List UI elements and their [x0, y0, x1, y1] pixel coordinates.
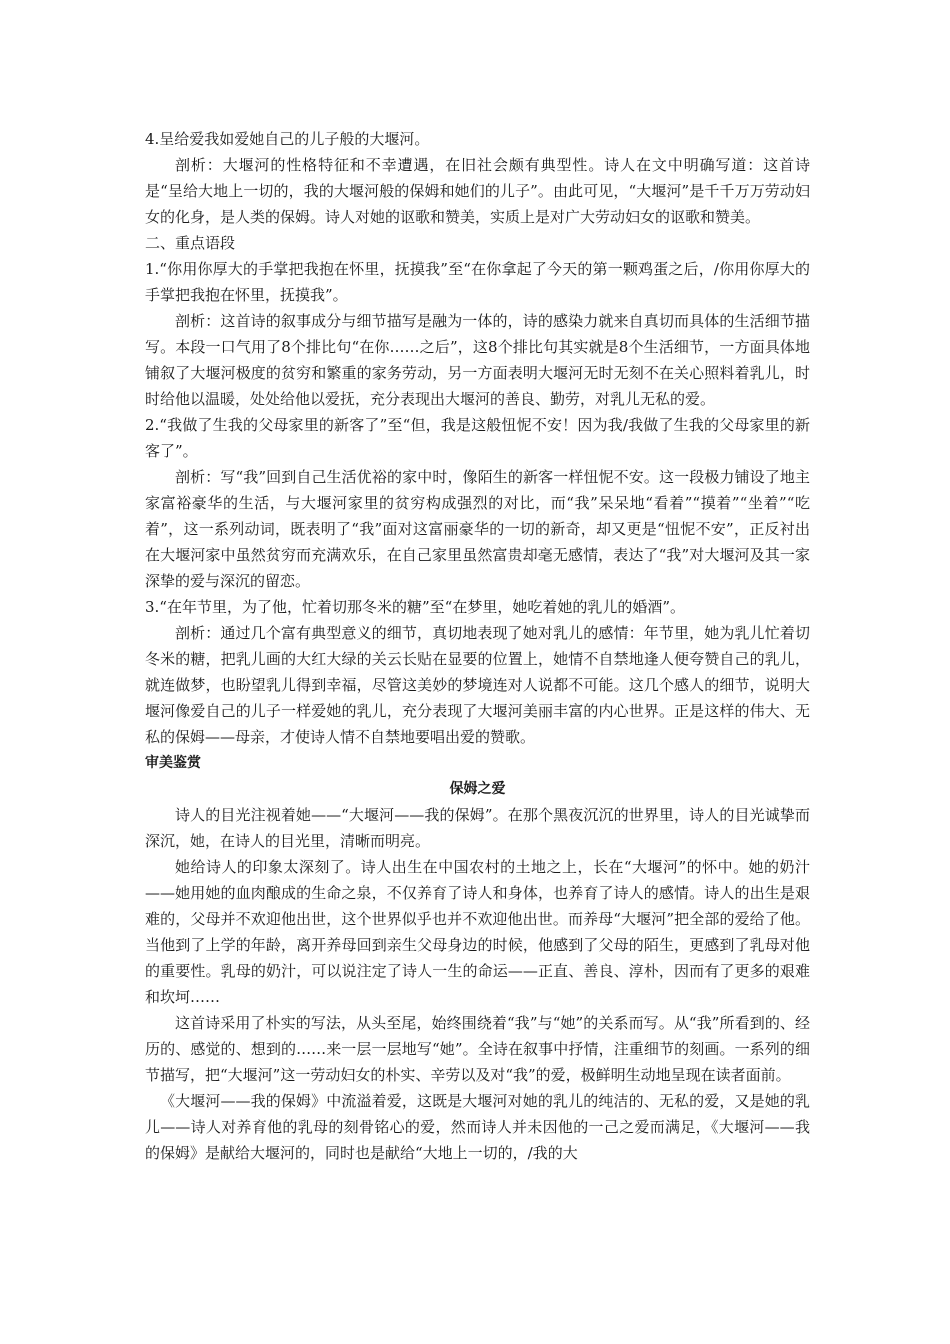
body-paragraph: 这首诗采用了朴实的写法，从头至尾，始终围绕着“我”与“她”的关系而写。从“我”所看到的、经历的、感觉的、想到的……来一层一层地写“她”。全诗在叙事中抒情，注重细节的刻画。一系列的细节描写，把“大堰河”这一劳动妇女的朴实、辛劳以及对“我”的爱，极鲜明生动地呈现在读者面前。 — [145, 1014, 810, 1084]
body-paragraph: 《大堰河——我的保姆》中流溢着爱，这既是大堰河对她的乳儿的纯洁的、无私的爱，又是她的乳儿——诗人对养育他的乳母的刻骨铭心的爱，然而诗人并未因他的一己之爱而满足，《大堰河——我的保姆》是献给大堰河的，同时也是献给“大地上一切的，/我的大 — [145, 1092, 810, 1162]
body-paragraph: 她给诗人的印象太深刻了。诗人出生在中国农村的土地之上，长在“大堰河”的怀中。她的奶汁——她用她的血肉酿成的生命之泉，不仅养育了诗人和身体，也养育了诗人的感情。诗人的出生是艰难的，父母并不欢迎他出世，这个世界似乎也并不欢迎他出世。而养母“大堰河”把全部的爱给了他。当他到了上学的年龄，离开养母回到亲生父母身边的时候，他感到了父母的陌生，更感到了乳母对他的重要性。乳母的奶汁，可以说注定了诗人一生的命运——正直、善良、淳朴，因而有了更多的艰难和坎坷…… — [145, 858, 810, 1006]
article-title: 保姆之爱 — [449, 781, 506, 797]
analysis-paragraph: 剖析：写“我”回到自己生活优裕的家中时，像陌生的新客一样忸怩不安。这一段极力铺设了地主家富裕豪华的生活，与大堰河家里的贫穷构成强烈的对比，而“我”呆呆地“看着”“摸着”“坐着”“吃着”，这一系列动词，既表明了“我”面对这富丽豪华的一切的新奇，却又更是“忸怩不安”，正反衬出在大堰河家中虽然贫穷而充满欢乐，在自己家里虽然富贵却毫无感情，表达了“我”对大堰河及其一家深挚的爱与深沉的留恋。 — [145, 468, 810, 590]
document-page — [145, 126, 810, 1166]
analysis-paragraph: 剖析：大堰河的性格特征和不幸遭遇，在旧社会颇有典型性。诗人在文中明确写道：这首诗是“呈给大地上一切的，我的大堰河般的保姆和她们的儿子”。由此可见，“大堰河”是千千万万劳动妇女的化身，是人类的保姆。诗人对她的讴歌和赞美，实质上是对广大劳动妇女的讴歌和赞美。 — [145, 156, 810, 226]
list-item-3: 3.“在年节里，为了他，忙着切那冬米的糖”至“在梦里，她吃着她的乳儿的婚酒”。 — [145, 598, 685, 616]
list-item-4: 4.呈给爱我如爱她自己的儿子般的大堰河。 — [145, 130, 430, 148]
list-item-2: 2.“我做了生我的父母家里的新客了”至“但，我是这般忸怩不安！因为我/我做了生我的父母家里的新客了”。 — [145, 416, 810, 460]
analysis-paragraph: 剖析：通过几个富有典型意义的细节，真切地表现了她对乳儿的感情：年节里，她为乳儿忙着切冬米的糖，把乳儿画的大红大绿的关云长贴在显要的位置上，她情不自禁地逢人便夸赞自己的乳儿，就连做梦，也盼望乳儿得到幸福，尽管这美妙的梦境连对人说都不可能。这几个感人的细节，说明大堰河像爱自己的儿子一样爱她的乳儿，充分表现了大堰河美丽丰富的内心世界。正是这样的伟大、无私的保姆——母亲，才使诗人情不自禁地要唱出爱的赞歌。 — [145, 624, 810, 746]
analysis-paragraph: 剖析：这首诗的叙事成分与细节描写是融为一体的，诗的感染力就来自真切而具体的生活细节描写。本段一口气用了8个排比句“在你……之后”，这8个排比句其实就是8个生活细节，一方面具体地铺叙了大堰河极度的贫穷和繁重的家务劳动，另一方面表明大堰河无时无刻不在关心照料着乳儿，时时给他以温暖，处处给他以爱抚，充分表现出大堰河的善良、勤劳，对乳儿无私的爱。 — [145, 312, 810, 408]
section-heading: 二、重点语段 — [145, 234, 236, 252]
list-item-1: 1.“你用你厚大的手掌把我抱在怀里，抚摸我”至“在你拿起了今天的第一颗鸡蛋之后，/你用你厚大的手掌把我抱在怀里，抚摸我”。 — [145, 260, 810, 304]
aesthetic-appreciation-heading: 审美鉴赏 — [145, 755, 201, 771]
body-paragraph: 诗人的目光注视着她——“大堰河——我的保姆”。在那个黑夜沉沉的世界里，诗人的目光诚挚而深沉，她，在诗人的目光里，清晰而明亮。 — [145, 806, 810, 850]
